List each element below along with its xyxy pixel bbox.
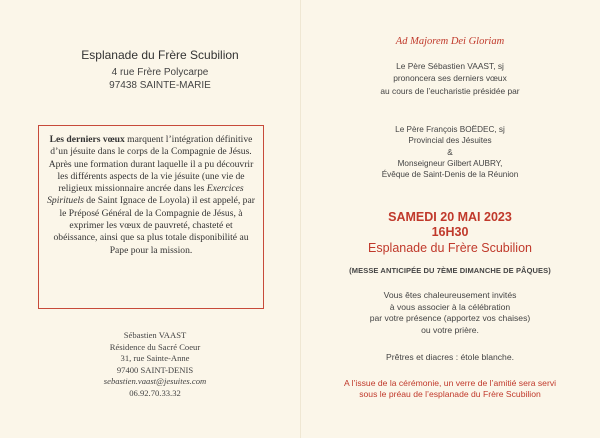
presider-1: Le Père François BOËDEC, sj [395,125,505,134]
explanation-box [38,125,264,309]
presider-2: Monseigneur Gilbert AUBRY, [397,158,503,168]
signature-email[interactable]: sebastien.vaast@jesuites.com [103,376,207,387]
signature-block [85,330,225,400]
signature-city: 97400 SAINT-DENIS [116,364,194,375]
date-block [315,210,585,256]
signature-name: Sébastien VAAST [123,330,187,340]
signature-street: 31, rue Sainte-Anne [120,353,190,364]
pretres-note: Prêtres et diacres : étole blanche. [385,352,515,362]
motto: Ad Majorem Dei Gloriam [395,36,505,47]
intro-block [315,60,585,97]
fold-line [300,0,301,438]
invite-line-1: Vous êtes chaleureusement invités [383,290,517,300]
event-time: 16H30 [431,225,469,239]
event-place: Esplanade du Frère Scubilion [368,241,532,255]
ampersand: & [447,147,453,157]
explanation-italic: Exercices Spirituels [47,183,244,207]
closing-line-2: sous le préau de l’esplanade du Frère Scubilion [359,389,541,400]
intro-line-2: prononcera ses derniers vœux [393,73,507,84]
venue-address [60,48,260,92]
intro-line-1: Le Père Sébastien VAAST, sj [396,61,504,71]
invite-block [315,290,585,336]
presider-1-title: Provincial des Jésuites [408,136,492,146]
messe-note: (MESSE ANTICIPÉE DU 7ÈME DIMANCHE DE PÂQUES) [349,266,551,275]
signature-phone[interactable]: 06.92.70.33.32 [129,387,181,398]
event-date: SAMEDI 20 MAI 2023 [388,210,512,224]
venue-city: 97438 SAINTE-MARIE [109,80,211,91]
closing-line-1: A l’issue de la cérémonie, un verre de l’amitié sera servi [343,378,557,388]
explanation-text-2: de Saint Ignace de Loyola) il est appelé, par le Préposé Général de la Compagnie de Jésus, à exprimer les vœux de pauvreté, chasteté et obéissance, ainsi que sa plus totale disponibilité au Pape pour la mission. [53,195,255,256]
invite-line-2: à vous associer à la célébration [389,301,511,312]
signature-residence: Résidence du Sacré Coeur [109,341,201,352]
explanation-text-1: marquent l’intégration définitive d’un jésuite dans le corps de la Compagnie de Jésus. Après une formation durant laquelle il a pu découvrir les différents aspects de la vie jésuite (une vie de religieux missionnaire ancrée dans les [48,134,254,195]
venue-street: 4 rue Frère Polycarpe [111,67,209,78]
invite-line-3: par votre présence (apportez vos chaises) [369,313,531,324]
presider-2-title: Évêque de Saint-Denis de la Réunion [381,170,519,180]
explanation-lead: Les derniers vœux [49,134,125,145]
venue-name: Esplanade du Frère Scubilion [81,48,239,62]
intro-line-3: au cours de l’eucharistie présidée par [380,85,520,96]
presiders-block [315,124,585,180]
closing-block [315,378,585,401]
invite-line-4: ou votre prière. [421,324,479,335]
